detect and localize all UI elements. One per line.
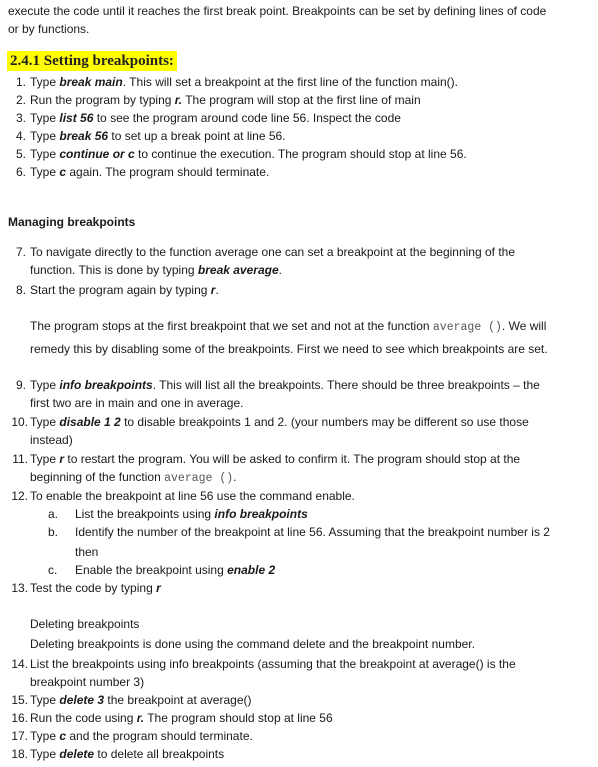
item-number: 12. xyxy=(11,489,28,503)
item-number: 17. xyxy=(11,729,28,743)
code-text: average () xyxy=(432,321,502,334)
command-text: list 56 xyxy=(59,111,94,125)
list-item: 8. Start the program again by typing r. xyxy=(8,281,590,299)
list-item: 6. Type c again. The program should terminate. xyxy=(8,163,590,181)
list-item: 7. To navigate directly to the function average one can set a breakpoint at the beginning of the function. This is done by typing break average. xyxy=(8,243,590,279)
command-text: info breakpoints xyxy=(214,507,308,521)
command-text: info breakpoints xyxy=(59,378,153,392)
command-text: continue or c xyxy=(59,147,135,161)
managing-breakpoints-title: Managing breakpoints xyxy=(8,215,136,229)
command-text: break 56 xyxy=(59,129,109,143)
item-number: 15. xyxy=(11,693,28,707)
list-item: 10. Type disable 1 2 to disable breakpoints 1 and 2. (your numbers may be different so use those instead) xyxy=(8,413,590,449)
code-text: average () xyxy=(164,472,234,485)
list-item: 12. To enable the breakpoint at line 56 use the command enable. xyxy=(8,487,590,505)
intro-line-2: or by functions. xyxy=(8,22,90,36)
sub-item-letter: b. xyxy=(48,525,59,539)
list-item: 17. Type c and the program should terminate. xyxy=(8,727,590,745)
sub-list-item: b. Identify the number of the breakpoint at line 56. Assuming that the breakpoint number is 2 then xyxy=(48,525,550,559)
sub-item-letter: a. xyxy=(48,507,59,521)
list-item: 9. Type info breakpoints. This will list all the breakpoints. There should be three breakpoints – the first two are in main and one in average. xyxy=(8,376,590,412)
command-text: enable 2 xyxy=(227,563,276,577)
command-text: r. xyxy=(136,711,145,725)
command-text: r xyxy=(156,581,161,595)
command-text: r. xyxy=(174,93,183,107)
list-item: 14. List the breakpoints using info breakpoints (assuming that the breakpoint at average() is the breakpoint number 3) xyxy=(8,655,590,691)
deleting-title: Deleting breakpoints xyxy=(30,617,140,631)
sub-list-item: a. List the breakpoints using info breakpoints xyxy=(48,507,308,521)
deleting-text: Deleting breakpoints is done using the command delete and the breakpoint number. xyxy=(30,637,475,651)
command-text: break main xyxy=(59,75,123,89)
intro-paragraph xyxy=(8,2,588,38)
list-item: 16. Run the code using r. The program should stop at line 56 xyxy=(8,709,590,727)
item-number: 5. xyxy=(15,147,26,161)
list-item: 11. Type r to restart the program. You will be asked to confirm it. The program should stop at the beginning of the function average (). xyxy=(8,450,590,488)
list-item: 5. Type continue or c to continue the execution. The program should stop at line 56. xyxy=(8,145,590,163)
sub-item-letter: c. xyxy=(48,563,58,577)
command-text: break average xyxy=(197,263,279,277)
intro-line-1: execute the code until it reaches the first break point. Breakpoints can be set by defining lines of code xyxy=(8,4,547,18)
item-number: 16. xyxy=(11,711,28,725)
item-number: 11. xyxy=(12,452,28,466)
command-text: delete 3 xyxy=(59,693,105,707)
command-text: r xyxy=(210,283,216,297)
note-paragraph: The program stops at the first breakpoint that we set and not at the function average (). We will remedy this by disabling some of the breakpoints. First we need to see which breakpoints are set. xyxy=(30,319,548,356)
item-number: 6. xyxy=(15,165,26,179)
deleting-section xyxy=(30,615,590,653)
list-item: 2. Run the program by typing r. The program will stop at the first line of main xyxy=(8,91,590,109)
item-number: 2. xyxy=(15,93,26,107)
item-number: 8. xyxy=(15,283,26,297)
item-number: 13. xyxy=(11,581,28,595)
section-heading: 2.4.1 Setting breakpoints: xyxy=(7,51,177,71)
list-item: 3. Type list 56 to see the program around code line 56. Inspect the code xyxy=(8,109,590,127)
item-number: 7. xyxy=(15,245,26,259)
command-text: disable 1 2 xyxy=(59,415,121,429)
list-item: 18. Type delete to delete all breakpoints xyxy=(8,745,590,763)
list-item: 1. Type break main. This will set a breakpoint at the first line of the function main(). xyxy=(8,73,590,91)
command-text: r xyxy=(59,452,65,466)
item-number: 14. xyxy=(11,657,28,671)
command-text: c xyxy=(59,729,67,743)
item-number: 1. xyxy=(15,75,26,89)
item-number: 9. xyxy=(15,378,26,392)
list-item: 4. Type break 56 to set up a break point at line 56. xyxy=(8,127,590,145)
list-item: 15. Type delete 3 the breakpoint at average() xyxy=(8,691,590,709)
item-number: 10. xyxy=(11,415,28,429)
list-item: 13. Test the code by typing r xyxy=(8,579,590,597)
command-text: c xyxy=(59,165,67,179)
sub-list-item: c. Enable the breakpoint using enable 2 xyxy=(48,563,276,577)
item-number: 4. xyxy=(15,129,26,143)
item-number: 18. xyxy=(11,747,28,761)
command-text: delete xyxy=(59,747,95,761)
item-number: 3. xyxy=(15,111,26,125)
